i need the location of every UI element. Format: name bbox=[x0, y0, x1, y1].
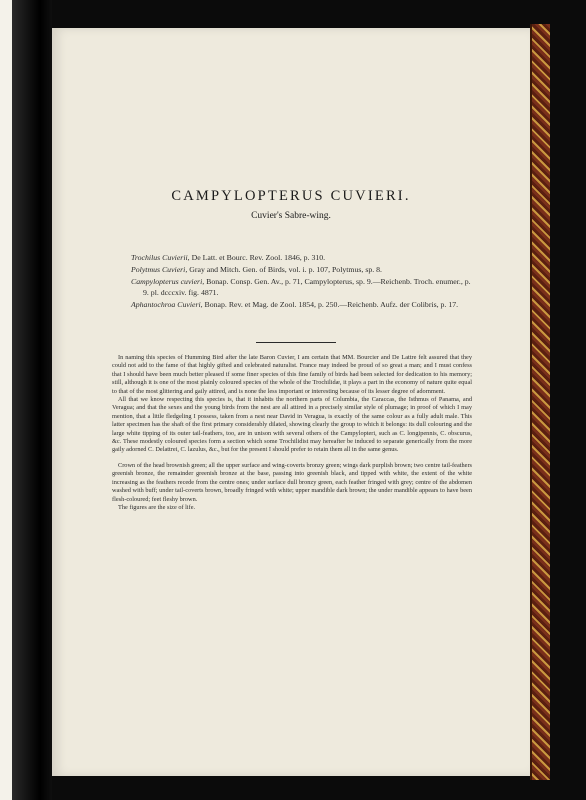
species-title: CAMPYLOPTERUS CUVIERI. bbox=[171, 188, 411, 204]
previous-page-edge bbox=[0, 0, 12, 800]
book-page bbox=[52, 28, 530, 776]
body-text bbox=[112, 354, 472, 512]
section-divider bbox=[256, 342, 336, 343]
synonym-entry: Trochilus Cuvierii, De Latt. et Bourc. Rev. Zool. 1846, p. 310. bbox=[131, 253, 326, 262]
paragraph: In naming this species of Humming Bird after the late Baron Cuvier, I am certain that MM. Bourcier and De Lattre felt assured that they could not add to the fame of that highly gifted and celebrated naturalist. France may indeed be proud of so great a man; and I must confess that I should have been much better pleased if some finer species of this fine family of birds had been selected for dedication to his memory; still, although it is one of the most plainly coloured species of the whole of the Trochilidæ, it plays a part in the economy of nature quite equal to that of the most glittering and gaily attired, and is none the less important or interesting because of its lesser degree of adornment. bbox=[112, 354, 472, 395]
description-paragraph: Crown of the head brownish green; all the upper surface and wing-coverts bronzy green; wings dark purplish brown; two centre tail-feathers greenish bronze, the remainder greenish bronze at the base, passing into greenish black, and tipped with white, the extent of the white increasing as the feathers recede from the centre ones; under surface dull bronzy green, each feather fringed with grey; centre of the abdomen washed with buff; under tail-coverts brown, broadly fringed with white; upper mandible dark brown; the under mandible appears to have been flesh-coloured; feet fleshy brown. bbox=[112, 461, 472, 503]
synonym-entry: Polytmus Cuvieri, Gray and Mitch. Gen. of Birds, vol. i. p. 107, Polytmus, sp. 8. bbox=[131, 265, 383, 274]
figure-note: The figures are the size of life. bbox=[118, 503, 196, 511]
synonymy-list bbox=[131, 253, 471, 312]
common-name: Cuvier's Sabre-wing. bbox=[251, 211, 331, 221]
paragraph: All that we know respecting this species is, that it inhabits the northern parts of Columbia, the Caraccas, the Isthmus of Panama, and Veragua; and that the sexes and the young birds from the nest are all attired in a precisely similar style of plumage; in proof of which I may mention, that a little fledgeling I possess, taken from a nest near David in Veragua, is exactly of the same colour as a fully adult male. This latter specimen has the shaft of the first primary considerably dilated, showing clearly the group to which it belongs: its dull colouring and the large white tipping of its outer tail-feathers, too, are in unison with several others of the Campylopteri, such as C. longipennis, C. obscurus, &c. These modestly coloured species form a section which some Trochilidist may hereafter be induced to separate generically from the more gaily adorned C. Delattrei, C. lazulus, &c., but for the present I should prefer to retain them all in the same genus. bbox=[112, 396, 472, 454]
marbled-page-edge bbox=[530, 24, 550, 780]
synonym-entry: Campylopterus cuvieri, Bonap. Consp. Gen. Av., p. 71, Campylopterus, sp. 9.—Reichenb. Troch. enumer., p. 9. pl. dcccxiv. fig. 4871. bbox=[131, 277, 471, 297]
book-gutter bbox=[12, 0, 52, 800]
synonym-entry: Aphantochroa Cuvieri, Bonap. Rev. et Mag. de Zool. 1854, p. 250.—Reichenb. Aufz. der Colibris, p. 17. bbox=[131, 299, 459, 309]
